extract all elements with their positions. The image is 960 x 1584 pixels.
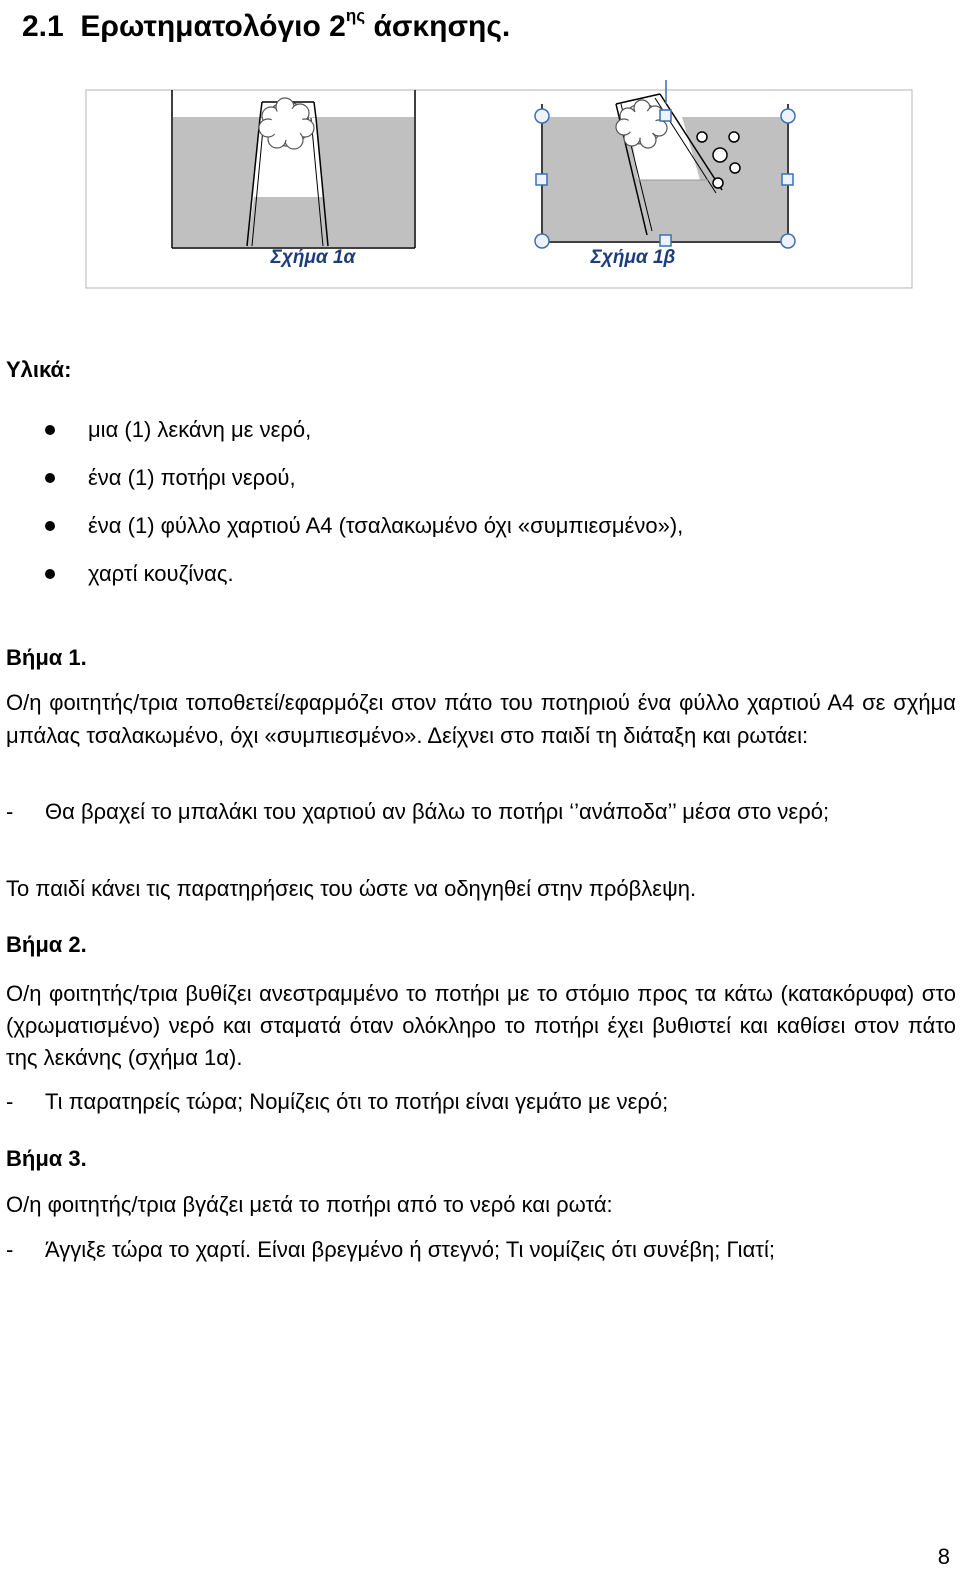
materials-item: μια (1) λεκάνη με νερό,	[88, 417, 312, 442]
step3-question: Άγγιξε τώρα το χαρτί. Είναι βρεγμένο ή στεγνό; Τι νομίζεις ότι συνέβη; Γιατί;	[45, 1237, 775, 1262]
bullet-dot	[45, 569, 55, 579]
section-title-sup: ης	[345, 6, 366, 25]
materials-item: ένα (1) φύλλο χαρτιού Α4 (τσαλακωμένο όχι «συμπιεσμένο»),	[88, 513, 684, 538]
materials-heading: Υλικά:	[6, 357, 72, 382]
step3-heading: Βήμα 3.	[6, 1146, 87, 1171]
dash-marker: -	[6, 799, 14, 824]
dash-marker: -	[6, 1237, 14, 1262]
step2-heading: Βήμα 2.	[6, 932, 87, 957]
section-title-rest: άσκησης.	[373, 10, 511, 43]
figure-glass-experiment	[0, 80, 960, 290]
step2-text: Ο/η φοιτητής/τρια βυθίζει ανεστραμμένο το ποτήρι με το στόμιο προς τα κάτω (κατακόρυφα) στο (χρωματισμένο) νερό και σταματά όταν ολόκληρο το ποτήρι έχει βυθιστεί και καθίσει στον πάτο της λεκάνης (σχήμα 1α).	[6, 981, 956, 1070]
figure-caption-1a: Σχήμα 1α	[270, 247, 356, 268]
step1-heading: Βήμα 1.	[6, 645, 87, 670]
step1-question: Θα βραχεί το μπαλάκι του χαρτιού αν βάλω το ποτήρι ‘’ανάποδα’’ μέσα στο νερό;	[45, 799, 830, 824]
materials-item: ένα (1) ποτήρι νερού,	[88, 465, 296, 490]
section-title	[22, 0, 510, 47]
step1-note: Το παιδί κάνει τις παρατηρήσεις του ώστε να οδηγηθεί στην πρόβλεψη.	[6, 876, 697, 901]
step3-text: Ο/η φοιτητής/τρια βγάζει μετά το ποτήρι από το νερό και ρωτά:	[6, 1192, 613, 1217]
materials-item: χαρτί κουζίνας.	[88, 561, 234, 586]
bullet-dot	[45, 521, 55, 531]
dash-marker: -	[6, 1089, 14, 1114]
step1-text: Ο/η φοιτητής/τρια τοποθετεί/εφαρμόζει στον πάτο του ποτηριού ένα φύλλο χαρτιού Α4 σε σχήμα μπάλας τσαλακωμένο, όχι «συμπιεσμένο». Δείχνει στο παιδί τη διάταξη και ρωτάει:	[6, 690, 956, 748]
bullet-dot	[45, 473, 55, 483]
section-title-main: Ερωτηματολόγιο 2	[80, 10, 346, 43]
section-number: 2.1	[22, 10, 64, 43]
page-number: 8	[937, 1544, 950, 1569]
figure-caption-1b: Σχήμα 1β	[590, 247, 676, 268]
bullet-dot	[45, 425, 55, 435]
step2-question: Τι παρατηρείς τώρα; Νομίζεις ότι το ποτήρι είναι γεμάτο με νερό;	[45, 1089, 669, 1114]
figure-1a-basin	[172, 90, 415, 268]
figure-1b-basin	[535, 80, 795, 268]
